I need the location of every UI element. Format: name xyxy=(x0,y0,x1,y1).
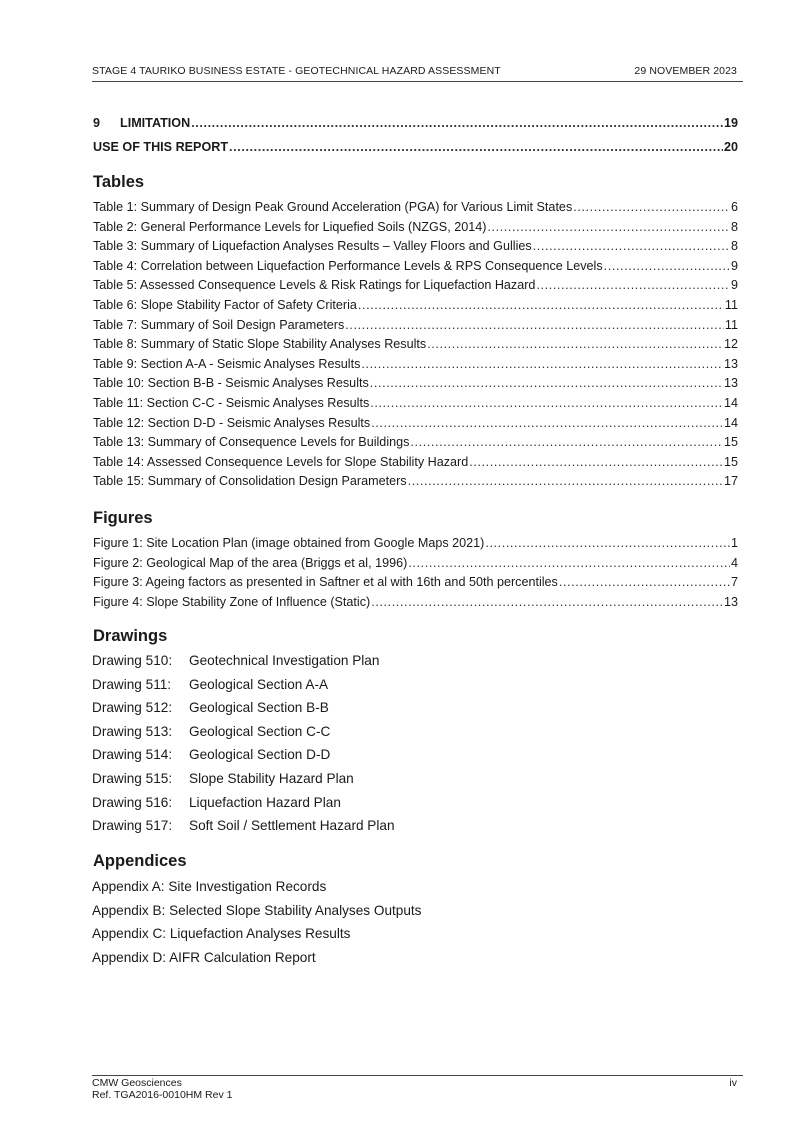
table-entry-label: Table 3: Summary of Liquefaction Analyses Results – Valley Floors and Gullies xyxy=(93,239,532,254)
figure-entry[interactable] xyxy=(93,595,738,613)
table-entry[interactable] xyxy=(93,318,738,336)
table-entry-page: 14 xyxy=(723,396,738,410)
table-entry[interactable] xyxy=(93,455,738,473)
table-entry-label: Table 13: Summary of Consequence Levels for Buildings xyxy=(93,435,410,450)
table-entry-label: Table 11: Section C-C - Seismic Analyses Results xyxy=(93,396,370,410)
toc-entry-use-of-this-report[interactable] xyxy=(93,140,738,158)
drawing-title: Geological Section D-D xyxy=(189,747,331,763)
drawing-entry[interactable] xyxy=(92,653,379,668)
dot-leader xyxy=(573,200,730,214)
dot-leader xyxy=(536,278,730,292)
dot-leader xyxy=(370,396,723,410)
toc-entry-page: 19 xyxy=(723,116,738,130)
header-divider xyxy=(92,81,743,82)
figure-entry-label: Figure 4: Slope Stability Zone of Influence (Static) xyxy=(93,594,371,609)
toc-entry-label: USE OF THIS REPORT xyxy=(93,140,229,154)
figure-entry[interactable] xyxy=(93,536,738,554)
table-entry-label: Table 14: Assessed Consequence Levels for Slope Stability Hazard xyxy=(93,454,469,469)
table-entry-label: Table 12: Section D-D - Seismic Analyses Results xyxy=(93,415,371,430)
table-entry[interactable] xyxy=(93,259,738,277)
page-header xyxy=(92,65,737,81)
table-entry[interactable] xyxy=(93,376,738,394)
table-entry[interactable] xyxy=(93,474,738,492)
figure-entry-page: 1 xyxy=(730,536,738,550)
drawing-entry[interactable] xyxy=(92,771,354,786)
drawing-title: Geological Section B-B xyxy=(189,700,329,716)
dot-leader xyxy=(604,259,730,273)
drawing-code: Drawing 516: xyxy=(92,794,173,810)
table-entry-page: 8 xyxy=(730,219,738,234)
drawing-entry[interactable] xyxy=(92,747,330,762)
table-entry-page: 15 xyxy=(723,454,738,469)
figure-entry[interactable] xyxy=(93,575,738,593)
table-entry-label: Table 4: Correlation between Liquefaction Performance Levels & RPS Consequence Levels xyxy=(93,258,603,273)
tables-heading: Tables xyxy=(93,173,145,191)
appendix-entry[interactable]: Appendix C: Liquefaction Analyses Results xyxy=(92,926,351,942)
dot-leader xyxy=(408,474,723,488)
page-footer xyxy=(92,1077,737,1101)
drawing-code: Drawing 511: xyxy=(92,676,172,692)
drawing-entry[interactable] xyxy=(92,677,328,692)
table-entry-page: 17 xyxy=(723,474,738,489)
company-name: CMW Geosciences xyxy=(92,1077,182,1089)
table-entry-label: Table 5: Assessed Consequence Levels & Risk Ratings for Liquefaction Hazard xyxy=(93,278,536,293)
document-reference: Ref. TGA2016-0010HM Rev 1 xyxy=(92,1089,233,1101)
table-entry[interactable] xyxy=(93,200,738,218)
dot-leader xyxy=(469,455,723,469)
dot-leader xyxy=(358,298,724,312)
table-entry-page: 11 xyxy=(724,298,738,312)
drawing-title: Liquefaction Hazard Plan xyxy=(189,794,341,810)
dot-leader xyxy=(370,376,723,390)
figure-entry-label: Figure 2: Geological Map of the area (Briggs et al, 1996) xyxy=(93,555,408,570)
report-title: STAGE 4 TAURIKO BUSINESS ESTATE - GEOTECHNICAL HAZARD ASSESSMENT xyxy=(92,65,501,77)
report-date: 29 NOVEMBER 2023 xyxy=(634,65,737,77)
toc-entry-page: 20 xyxy=(723,140,738,154)
drawing-entry[interactable] xyxy=(92,818,395,833)
table-entry[interactable] xyxy=(93,416,738,434)
drawing-title: Geological Section C-C xyxy=(189,723,331,739)
table-entry-page: 15 xyxy=(723,435,738,450)
dot-leader xyxy=(229,140,723,154)
dot-leader xyxy=(345,318,724,332)
drawing-code: Drawing 512: xyxy=(92,700,173,716)
table-entry[interactable] xyxy=(93,396,738,414)
figure-entry-page: 7 xyxy=(730,575,738,590)
drawing-title: Soft Soil / Settlement Hazard Plan xyxy=(189,818,395,834)
figures-heading: Figures xyxy=(93,509,153,527)
table-entry-label: Table 9: Section A-A - Seismic Analyses Results xyxy=(93,356,361,371)
toc-entry-number: 9 xyxy=(93,116,101,130)
dot-leader xyxy=(191,116,723,130)
figure-entry-label: Figure 1: Site Location Plan (image obtained from Google Maps 2021) xyxy=(93,536,485,550)
footer-divider xyxy=(92,1075,743,1076)
drawing-entry[interactable] xyxy=(92,724,330,739)
dot-leader xyxy=(559,575,730,589)
table-entry-label: Table 7: Summary of Soil Design Parameters xyxy=(93,317,345,332)
table-entry[interactable] xyxy=(93,337,738,355)
table-entry-page: 13 xyxy=(723,356,738,371)
table-entry-page: 9 xyxy=(730,258,738,273)
page-number: iv xyxy=(729,1077,737,1089)
table-entry[interactable] xyxy=(93,239,738,257)
drawing-title: Slope Stability Hazard Plan xyxy=(189,771,354,786)
appendix-entry[interactable]: Appendix D: AIFR Calculation Report xyxy=(92,949,316,965)
figure-entry-page: 4 xyxy=(730,555,738,570)
drawing-code: Drawing 514: xyxy=(92,747,173,763)
table-entry-label: Table 1: Summary of Design Peak Ground Acceleration (PGA) for Various Limit States xyxy=(93,200,573,214)
table-entry-label: Table 6: Slope Stability Factor of Safety Criteria xyxy=(93,298,357,312)
dot-leader xyxy=(371,416,723,430)
table-entry[interactable] xyxy=(93,278,738,296)
dot-leader xyxy=(410,435,723,449)
dot-leader xyxy=(487,220,730,234)
table-entry-page: 14 xyxy=(723,415,738,430)
toc-entry-label: LIMITATION xyxy=(120,116,191,130)
dot-leader xyxy=(427,337,723,351)
table-entry[interactable] xyxy=(93,435,738,453)
table-entry-page: 11 xyxy=(724,317,738,332)
table-entry-label: Table 10: Section B-B - Seismic Analyses Results xyxy=(93,376,369,391)
table-entry[interactable] xyxy=(93,298,738,316)
drawings-heading: Drawings xyxy=(93,627,168,645)
figure-entry-page: 13 xyxy=(723,594,738,609)
drawing-entry[interactable] xyxy=(92,700,329,715)
figure-entry-label: Figure 3: Ageing factors as presented in Saftner et al with 16th and 50th percentiles xyxy=(93,575,558,590)
appendix-entry[interactable]: Appendix A: Site Investigation Records xyxy=(92,879,327,894)
table-entry-label: Table 2: General Performance Levels for Liquefied Soils (NZGS, 2014) xyxy=(93,219,487,234)
drawing-code: Drawing 515: xyxy=(92,771,173,786)
drawing-code: Drawing 510: xyxy=(92,653,173,668)
drawing-code: Drawing 517: xyxy=(92,818,173,834)
table-entry-page: 12 xyxy=(723,337,738,352)
table-entry-label: Table 15: Summary of Consolidation Design Parameters xyxy=(93,474,407,489)
drawing-title: Geotechnical Investigation Plan xyxy=(189,653,380,668)
table-entry-page: 8 xyxy=(730,239,738,254)
figure-entry[interactable] xyxy=(93,556,738,574)
drawing-title: Geological Section A-A xyxy=(189,676,329,692)
table-entry[interactable] xyxy=(93,220,738,238)
table-entry[interactable] xyxy=(93,357,738,375)
table-entry-label: Table 8: Summary of Static Slope Stability Analyses Results xyxy=(93,337,427,352)
toc-entry-limitation[interactable] xyxy=(93,116,738,134)
appendix-entry[interactable]: Appendix B: Selected Slope Stability Analyses Outputs xyxy=(92,902,422,918)
dot-leader xyxy=(361,357,723,371)
dot-leader xyxy=(371,595,723,609)
table-entry-page: 9 xyxy=(730,278,738,293)
table-entry-page: 13 xyxy=(723,376,738,391)
dot-leader xyxy=(485,536,730,550)
drawing-code: Drawing 513: xyxy=(92,723,173,739)
dot-leader xyxy=(408,556,730,570)
dot-leader xyxy=(533,239,730,253)
appendices-heading: Appendices xyxy=(93,852,187,870)
drawing-entry[interactable] xyxy=(92,795,341,810)
table-entry-page: 6 xyxy=(730,200,738,214)
